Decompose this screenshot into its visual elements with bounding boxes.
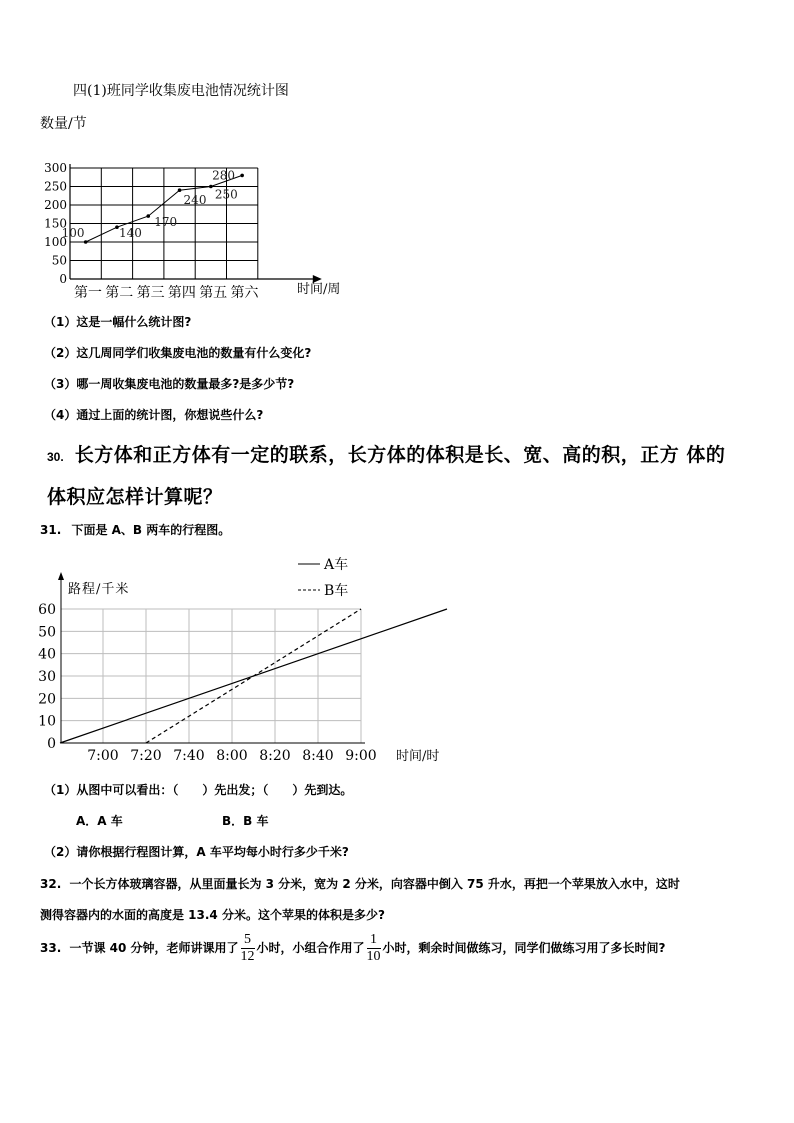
battery-line-chart: [35, 110, 395, 300]
q33-line: [40, 930, 666, 966]
chart1-data-label: 100: [61, 226, 85, 240]
chart1-x-axis-label: 时间/周: [297, 282, 341, 297]
chart1-data-point: [240, 174, 244, 178]
q33-part-2: 小时，小组合作用了: [256, 941, 365, 955]
q31-intro: [40, 521, 230, 538]
chart2-y-tick-label: 60: [38, 602, 56, 618]
chart1-x-tick-label: 第六: [230, 285, 259, 300]
q31-option-a: A．A 车: [76, 814, 123, 828]
chart1-data-point: [146, 214, 150, 218]
q29-item-3: （3）哪一周收集废电池的数量最多?是多少节?: [44, 377, 295, 391]
q33-part-3: 小时，剩余时间做练习，同学们做练习用了多长时间?: [382, 941, 666, 955]
chart2-y-tick-label: 10: [38, 713, 56, 730]
chart2-x-tick-label: 7:20: [130, 748, 162, 764]
chart1-x-tick-label: 第二: [105, 285, 134, 300]
chart2-y-tick-label: 50: [38, 624, 56, 641]
q33-fraction-1-numerator: 5: [241, 932, 255, 949]
travel-line-chart: [28, 548, 458, 768]
q32-line-1: [40, 875, 680, 892]
q32-number: 32.: [40, 877, 62, 891]
q31-sub-2: （2）请你根据行程图计算，A 车平均每小时行多少千米?: [44, 845, 349, 859]
q32-text-1: 一个长方体玻璃容器，从里面量长为 3 分米，宽为 2 分米，向容器中倒入 75 升水，再把一个苹果放入水中，这时: [69, 877, 680, 891]
chart2-legend-a-label: A车: [324, 557, 349, 573]
chart2-x-tick-label: 9:00: [345, 748, 377, 764]
chart1-y-tick-label: 300: [44, 161, 67, 175]
chart1-y-tick-label: 0: [59, 272, 67, 286]
chart2-legend-b-label: B车: [324, 583, 349, 599]
chart2-y-tick-label: 20: [38, 691, 56, 708]
chart1-x-tick-label: 第五: [199, 285, 228, 300]
chart1-x-tick-label: 第四: [167, 285, 196, 300]
chart1-data-point: [178, 188, 182, 192]
chart2-x-axis-label: 时间/时: [396, 749, 440, 764]
chart1-data-label: 250: [214, 187, 238, 202]
q33-part-1: 一节课 40 分钟，老师讲课用了: [69, 941, 239, 955]
q31-number: 31.: [40, 523, 62, 537]
chart1-data-label: 170: [154, 215, 178, 230]
chart1-x-tick-label: 第一: [74, 285, 102, 300]
chart1-data-label: 140: [118, 226, 142, 241]
chart1-y-tick-label: 150: [44, 216, 67, 231]
q33-fraction-1-denominator: 12: [240, 949, 255, 964]
chart2-x-tick-label: 8:00: [216, 748, 248, 764]
chart2-x-tick-label: 7:40: [173, 748, 205, 764]
chart1-y-tick-label: 250: [44, 179, 67, 194]
chart2-x-tick-label: 7:00: [87, 748, 119, 764]
chart1-y-tick-label: 50: [51, 253, 67, 268]
chart2-y-tick-label: 0: [47, 736, 56, 752]
chart2-x-tick-label: 8:40: [302, 748, 334, 764]
q31-sub-1: （1）从图中可以看出：（ ）先出发；（ ）先到达。: [44, 783, 353, 797]
q29-item-4: （4）通过上面的统计图，你想说些什么?: [44, 408, 264, 422]
chart1-data-label: 280: [212, 168, 236, 183]
q33-fraction-2-denominator: 10: [366, 949, 381, 964]
chart1-data-point: [84, 240, 88, 244]
chart1-data-point: [209, 185, 213, 189]
chart1-x-tick-label: 第三: [136, 285, 165, 300]
chart1-y-tick-label: 100: [44, 235, 67, 249]
q30-text-1: 长方体和正方体有一定的联系，长方体的体积是长、宽、高的积，正方 体的: [74, 444, 726, 466]
chart2-y-axis-label: 路程/千米: [68, 582, 130, 597]
q29-item-2: （2）这几周同学们收集废电池的数量有什么变化?: [44, 346, 312, 360]
chart1-data-label: 240: [183, 193, 207, 208]
chart2-x-tick-label: 8:20: [259, 748, 291, 764]
q33-number: 33.: [40, 941, 62, 955]
q31-intro-text: 下面是 A、B 两车的行程图。: [71, 523, 231, 537]
chart1-y-axis-label: 数量/节: [40, 116, 87, 132]
chart1-title: 四(1)班同学收集废电池情况统计图: [73, 83, 289, 99]
q32-line-2: 测得容器内的水面的高度是 13.4 分米。这个苹果的体积是多少?: [40, 908, 385, 922]
chart1-y-tick-label: 200: [44, 198, 67, 212]
chart2-y-tick-label: 40: [38, 646, 56, 663]
chart2-y-axis-arrow: [58, 572, 64, 580]
q33-fraction-2-numerator: 1: [367, 932, 381, 949]
q30-number: 30.: [47, 450, 64, 464]
q31-option-b: B．B 车: [222, 814, 269, 828]
q33-fraction-1: [241, 932, 255, 965]
q30-line-1: [47, 440, 725, 467]
q30-line-2: 体积应怎样计算呢？: [47, 486, 223, 508]
chart2-y-tick-label: 30: [38, 669, 56, 685]
q33-fraction-2: [367, 932, 381, 965]
q29-item-1: （1）这是一幅什么统计图?: [44, 315, 192, 329]
